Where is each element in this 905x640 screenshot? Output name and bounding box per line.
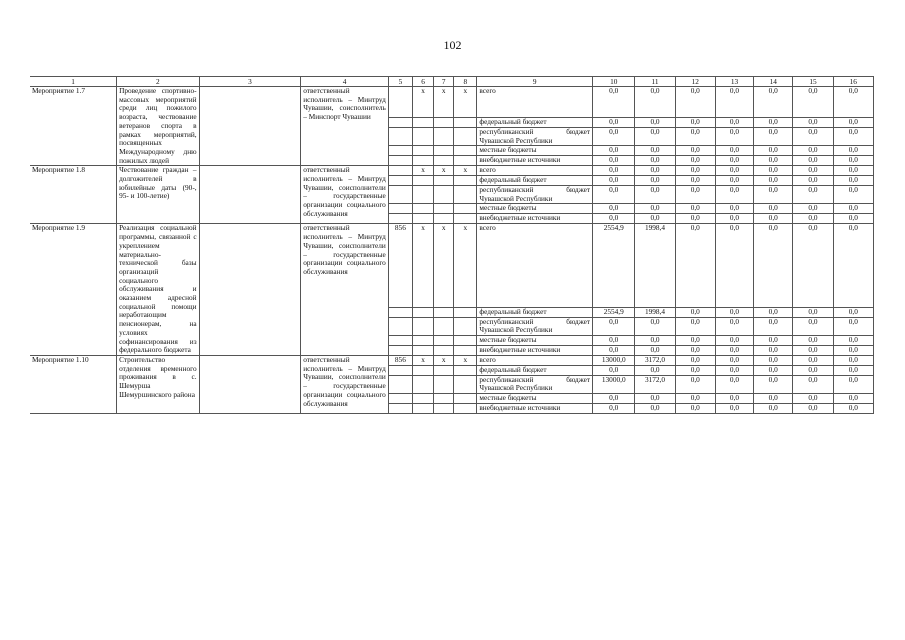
amount-cell: 0,0 <box>833 404 873 414</box>
amount-cell: 0,0 <box>635 365 675 375</box>
amount-cell: 0,0 <box>833 224 873 307</box>
code-cell <box>388 204 412 214</box>
table-body <box>30 87 874 414</box>
code-cell <box>434 204 454 214</box>
amount-cell: 0,0 <box>635 146 675 156</box>
column-header: 2 <box>117 77 200 87</box>
amount-cell: 0,0 <box>754 127 793 145</box>
amount-cell: 0,0 <box>754 317 793 335</box>
amount-cell: 0,0 <box>833 127 873 145</box>
amount-cell: 2554,9 <box>593 224 635 307</box>
code-cell <box>434 375 454 393</box>
funding-source: республиканский бюджет Чувашской Республики <box>477 317 593 335</box>
measure-id: Мероприятие 1.7 <box>30 87 117 166</box>
amount-cell: 0,0 <box>635 214 675 224</box>
code-cell: x <box>412 87 433 118</box>
code-cell <box>454 375 477 393</box>
amount-cell: 0,0 <box>635 186 675 204</box>
code-cell <box>412 317 433 335</box>
amount-cell: 0,0 <box>675 166 715 176</box>
code-cell <box>388 307 412 317</box>
amount-cell: 0,0 <box>833 186 873 204</box>
code-cell <box>434 365 454 375</box>
amount-cell: 0,0 <box>675 224 715 307</box>
code-cell <box>434 335 454 345</box>
funding-source: внебюджетные источники <box>477 404 593 414</box>
code-cell <box>454 146 477 156</box>
amount-cell: 0,0 <box>593 394 635 404</box>
amount-cell: 0,0 <box>635 394 675 404</box>
funding-source: внебюджетные источники <box>477 156 593 166</box>
amount-cell: 0,0 <box>675 214 715 224</box>
amount-cell: 1998,4 <box>635 307 675 317</box>
amount-cell: 0,0 <box>754 156 793 166</box>
code-cell <box>412 365 433 375</box>
code-cell <box>412 127 433 145</box>
code-cell <box>434 307 454 317</box>
amount-cell: 0,0 <box>675 345 715 355</box>
measure-executors: ответственный исполнитель – Минтруд Чувашии, соисполнители – государственные организации социального обслуживания <box>301 224 389 356</box>
amount-cell: 0,0 <box>833 307 873 317</box>
amount-cell: 0,0 <box>635 156 675 166</box>
measure-title: Строительство отделения временного проживания в с. Шемурша Шемуршинского района <box>117 355 200 413</box>
code-cell: x <box>454 355 477 365</box>
amount-cell: 0,0 <box>715 117 753 127</box>
code-cell <box>412 394 433 404</box>
measure-row <box>30 355 874 365</box>
amount-cell: 0,0 <box>635 176 675 186</box>
amount-cell: 0,0 <box>675 186 715 204</box>
funding-source: республиканский бюджет Чувашской Республики <box>477 186 593 204</box>
code-cell <box>434 394 454 404</box>
amount-cell: 0,0 <box>675 404 715 414</box>
code-cell: x <box>454 87 477 118</box>
amount-cell: 0,0 <box>675 127 715 145</box>
column-header: 14 <box>754 77 793 87</box>
funding-source: внебюджетные источники <box>477 345 593 355</box>
amount-cell: 0,0 <box>754 345 793 355</box>
code-cell: x <box>434 224 454 307</box>
code-cell <box>388 146 412 156</box>
code-cell <box>412 146 433 156</box>
empty-cell <box>199 224 301 356</box>
amount-cell: 0,0 <box>833 87 873 118</box>
funding-source: федеральный бюджет <box>477 307 593 317</box>
amount-cell: 0,0 <box>635 127 675 145</box>
amount-cell: 0,0 <box>833 355 873 365</box>
code-cell <box>434 214 454 224</box>
amount-cell: 0,0 <box>754 375 793 393</box>
amount-cell: 0,0 <box>754 176 793 186</box>
amount-cell: 0,0 <box>793 166 833 176</box>
amount-cell: 0,0 <box>754 394 793 404</box>
amount-cell: 0,0 <box>833 146 873 156</box>
amount-cell: 0,0 <box>675 375 715 393</box>
amount-cell: 3172,0 <box>635 375 675 393</box>
amount-cell: 0,0 <box>715 317 753 335</box>
amount-cell: 0,0 <box>793 87 833 118</box>
amount-cell: 0,0 <box>635 117 675 127</box>
amount-cell: 3172,0 <box>635 355 675 365</box>
amount-cell: 0,0 <box>793 404 833 414</box>
column-header: 15 <box>793 77 833 87</box>
code-cell <box>412 186 433 204</box>
amount-cell: 0,0 <box>675 204 715 214</box>
amount-cell: 0,0 <box>833 166 873 176</box>
code-cell: x <box>434 355 454 365</box>
amount-cell: 0,0 <box>635 335 675 345</box>
amount-cell: 0,0 <box>593 127 635 145</box>
column-header: 3 <box>199 77 301 87</box>
amount-cell: 0,0 <box>715 307 753 317</box>
amount-cell: 0,0 <box>715 87 753 118</box>
code-cell <box>434 156 454 166</box>
column-header: 1 <box>30 77 117 87</box>
empty-cell <box>199 87 301 166</box>
amount-cell: 0,0 <box>675 307 715 317</box>
amount-cell: 0,0 <box>715 375 753 393</box>
funding-source: всего <box>477 166 593 176</box>
code-cell: x <box>454 224 477 307</box>
amount-cell: 0,0 <box>833 317 873 335</box>
code-cell <box>388 156 412 166</box>
code-cell: 856 <box>388 224 412 307</box>
amount-cell: 0,0 <box>675 335 715 345</box>
code-cell <box>434 176 454 186</box>
code-cell <box>412 375 433 393</box>
measure-id: Мероприятие 1.9 <box>30 224 117 356</box>
code-cell <box>412 404 433 414</box>
code-cell: x <box>454 166 477 176</box>
amount-cell: 0,0 <box>715 127 753 145</box>
amount-cell: 13000,0 <box>593 355 635 365</box>
code-cell: x <box>412 224 433 307</box>
amount-cell: 0,0 <box>793 117 833 127</box>
amount-cell: 0,0 <box>675 355 715 365</box>
amount-cell: 0,0 <box>833 375 873 393</box>
amount-cell: 0,0 <box>593 335 635 345</box>
amount-cell: 0,0 <box>793 317 833 335</box>
code-cell: x <box>412 166 433 176</box>
code-cell <box>388 166 412 176</box>
funding-source: федеральный бюджет <box>477 365 593 375</box>
measure-title: Реализация социальной программы, связанной с укреплением материально-технической базы организаций социального обслуживания и оказанием адресной социальной помощи неработающим пенсионерам, на условиях софинансирования из федерального бюджета <box>117 224 200 356</box>
amount-cell: 0,0 <box>793 375 833 393</box>
code-cell <box>412 335 433 345</box>
amount-cell: 0,0 <box>593 317 635 335</box>
amount-cell: 0,0 <box>675 365 715 375</box>
funding-source: местные бюджеты <box>477 146 593 156</box>
funding-source: федеральный бюджет <box>477 117 593 127</box>
amount-cell: 0,0 <box>793 307 833 317</box>
amount-cell: 0,0 <box>793 355 833 365</box>
column-header: 7 <box>434 77 454 87</box>
funding-source: республиканский бюджет Чувашской Республики <box>477 127 593 145</box>
code-cell <box>454 156 477 166</box>
amount-cell: 0,0 <box>675 156 715 166</box>
column-header: 13 <box>715 77 753 87</box>
code-cell <box>388 87 412 118</box>
amount-cell: 0,0 <box>793 365 833 375</box>
amount-cell: 0,0 <box>833 176 873 186</box>
amount-cell: 0,0 <box>675 317 715 335</box>
code-cell <box>412 345 433 355</box>
code-cell <box>454 404 477 414</box>
code-cell <box>388 345 412 355</box>
measure-title: Проведение спортивно-массовых мероприятий среди лиц пожилого возраста, чествование ветеранов спорта в рамках мероприятий, посвященных Международному дню пожилых людей <box>117 87 200 166</box>
amount-cell: 0,0 <box>754 335 793 345</box>
amount-cell: 0,0 <box>593 345 635 355</box>
amount-cell: 0,0 <box>593 87 635 118</box>
code-cell <box>454 307 477 317</box>
empty-cell <box>199 355 301 413</box>
amount-cell: 0,0 <box>754 146 793 156</box>
amount-cell: 0,0 <box>715 186 753 204</box>
amount-cell: 0,0 <box>675 394 715 404</box>
page-number: 102 <box>443 38 462 52</box>
code-cell <box>388 214 412 224</box>
amount-cell: 0,0 <box>715 166 753 176</box>
code-cell <box>454 394 477 404</box>
measure-row <box>30 87 874 118</box>
amount-cell: 0,0 <box>715 176 753 186</box>
code-cell <box>412 176 433 186</box>
column-header: 9 <box>477 77 593 87</box>
measure-title: Чествование граждан – долгожителей в юбилейные даты (90-, 95- и 100-летие) <box>117 166 200 224</box>
measure-executors: ответственный исполнитель – Минтруд Чувашии, соисполнители – государственные организации социального обслуживания <box>301 166 389 224</box>
amount-cell: 0,0 <box>833 214 873 224</box>
code-cell <box>412 307 433 317</box>
amount-cell: 0,0 <box>715 156 753 166</box>
code-cell <box>388 127 412 145</box>
amount-cell: 0,0 <box>715 404 753 414</box>
column-header: 12 <box>675 77 715 87</box>
code-cell <box>388 176 412 186</box>
code-cell: 856 <box>388 355 412 365</box>
measure-row <box>30 224 874 307</box>
amount-cell: 0,0 <box>675 176 715 186</box>
amount-cell: 0,0 <box>635 87 675 118</box>
code-cell <box>454 127 477 145</box>
code-cell: x <box>434 87 454 118</box>
empty-cell <box>199 166 301 224</box>
amount-cell: 0,0 <box>793 186 833 204</box>
funding-source: республиканский бюджет Чувашской Республики <box>477 375 593 393</box>
amount-cell: 0,0 <box>754 204 793 214</box>
funding-source: местные бюджеты <box>477 335 593 345</box>
funding-source: всего <box>477 224 593 307</box>
amount-cell: 0,0 <box>754 355 793 365</box>
column-header: 6 <box>412 77 433 87</box>
code-cell: x <box>412 355 433 365</box>
amount-cell: 2554,9 <box>593 307 635 317</box>
code-cell <box>412 156 433 166</box>
amount-cell: 0,0 <box>715 345 753 355</box>
amount-cell: 0,0 <box>833 335 873 345</box>
amount-cell: 0,0 <box>793 224 833 307</box>
code-cell <box>388 117 412 127</box>
amount-cell: 0,0 <box>593 204 635 214</box>
code-cell <box>412 117 433 127</box>
amount-cell: 0,0 <box>635 317 675 335</box>
funding-source: внебюджетные источники <box>477 214 593 224</box>
measure-id: Мероприятие 1.10 <box>30 355 117 413</box>
code-cell <box>434 186 454 204</box>
code-cell <box>454 317 477 335</box>
column-header: 16 <box>833 77 873 87</box>
amount-cell: 0,0 <box>715 335 753 345</box>
amount-cell: 0,0 <box>593 186 635 204</box>
column-header: 5 <box>388 77 412 87</box>
code-cell <box>434 317 454 335</box>
amount-cell: 0,0 <box>833 394 873 404</box>
amount-cell: 0,0 <box>675 117 715 127</box>
amount-cell: 0,0 <box>715 394 753 404</box>
amount-cell: 0,0 <box>715 365 753 375</box>
amount-cell: 0,0 <box>793 156 833 166</box>
code-cell <box>434 127 454 145</box>
amount-cell: 0,0 <box>754 87 793 118</box>
column-header: 10 <box>593 77 635 87</box>
amount-cell: 0,0 <box>635 404 675 414</box>
amount-cell: 0,0 <box>635 204 675 214</box>
amount-cell: 0,0 <box>635 166 675 176</box>
amount-cell: 0,0 <box>793 345 833 355</box>
amount-cell: 0,0 <box>833 156 873 166</box>
funding-source: федеральный бюджет <box>477 176 593 186</box>
amount-cell: 0,0 <box>715 204 753 214</box>
amount-cell: 0,0 <box>754 404 793 414</box>
amount-cell: 0,0 <box>593 117 635 127</box>
code-cell <box>388 317 412 335</box>
code-cell <box>454 204 477 214</box>
amount-cell: 0,0 <box>754 214 793 224</box>
amount-cell: 0,0 <box>715 146 753 156</box>
code-cell <box>454 186 477 204</box>
code-cell <box>388 394 412 404</box>
amount-cell: 0,0 <box>715 355 753 365</box>
code-cell <box>454 335 477 345</box>
code-cell <box>454 176 477 186</box>
amount-cell: 0,0 <box>793 127 833 145</box>
amount-cell: 0,0 <box>593 365 635 375</box>
measure-executors: ответственный исполнитель – Минтруд Чувашии, соисполнители – государственные организации социального обслуживания <box>301 355 389 413</box>
amount-cell: 0,0 <box>593 156 635 166</box>
code-cell <box>454 117 477 127</box>
column-header: 4 <box>301 77 389 87</box>
code-cell <box>434 404 454 414</box>
amount-cell: 13000,0 <box>593 375 635 393</box>
code-cell <box>434 117 454 127</box>
amount-cell: 0,0 <box>593 176 635 186</box>
code-cell: x <box>434 166 454 176</box>
amount-cell: 1998,4 <box>635 224 675 307</box>
amount-cell: 0,0 <box>793 335 833 345</box>
code-cell <box>388 335 412 345</box>
code-cell <box>454 345 477 355</box>
amount-cell: 0,0 <box>793 146 833 156</box>
amount-cell: 0,0 <box>833 345 873 355</box>
amount-cell: 0,0 <box>833 204 873 214</box>
header-row <box>30 77 874 87</box>
amount-cell: 0,0 <box>754 307 793 317</box>
code-cell <box>454 365 477 375</box>
amount-cell: 0,0 <box>793 204 833 214</box>
code-cell <box>434 146 454 156</box>
amount-cell: 0,0 <box>675 146 715 156</box>
amount-cell: 0,0 <box>793 394 833 404</box>
amount-cell: 0,0 <box>754 365 793 375</box>
measure-id: Мероприятие 1.8 <box>30 166 117 224</box>
budget-table <box>30 76 874 414</box>
funding-source: местные бюджеты <box>477 394 593 404</box>
measure-executors: ответственный исполнитель – Минтруд Чувашии, соисполнитель – Минспорт Чувашии <box>301 87 389 166</box>
amount-cell: 0,0 <box>754 224 793 307</box>
amount-cell: 0,0 <box>754 166 793 176</box>
amount-cell: 0,0 <box>754 117 793 127</box>
amount-cell: 0,0 <box>754 186 793 204</box>
code-cell <box>388 186 412 204</box>
amount-cell: 0,0 <box>715 214 753 224</box>
code-cell <box>388 365 412 375</box>
funding-source: местные бюджеты <box>477 204 593 214</box>
amount-cell: 0,0 <box>833 117 873 127</box>
amount-cell: 0,0 <box>593 166 635 176</box>
code-cell <box>434 345 454 355</box>
amount-cell: 0,0 <box>793 214 833 224</box>
code-cell <box>412 214 433 224</box>
amount-cell: 0,0 <box>715 224 753 307</box>
amount-cell: 0,0 <box>593 146 635 156</box>
amount-cell: 0,0 <box>793 176 833 186</box>
amount-cell: 0,0 <box>833 365 873 375</box>
code-cell <box>388 375 412 393</box>
amount-cell: 0,0 <box>675 87 715 118</box>
code-cell <box>412 204 433 214</box>
funding-source: всего <box>477 87 593 118</box>
amount-cell: 0,0 <box>635 345 675 355</box>
code-cell <box>388 404 412 414</box>
column-header: 8 <box>454 77 477 87</box>
amount-cell: 0,0 <box>593 214 635 224</box>
code-cell <box>454 214 477 224</box>
funding-source: всего <box>477 355 593 365</box>
measure-row <box>30 166 874 176</box>
amount-cell: 0,0 <box>593 404 635 414</box>
column-header: 11 <box>635 77 675 87</box>
